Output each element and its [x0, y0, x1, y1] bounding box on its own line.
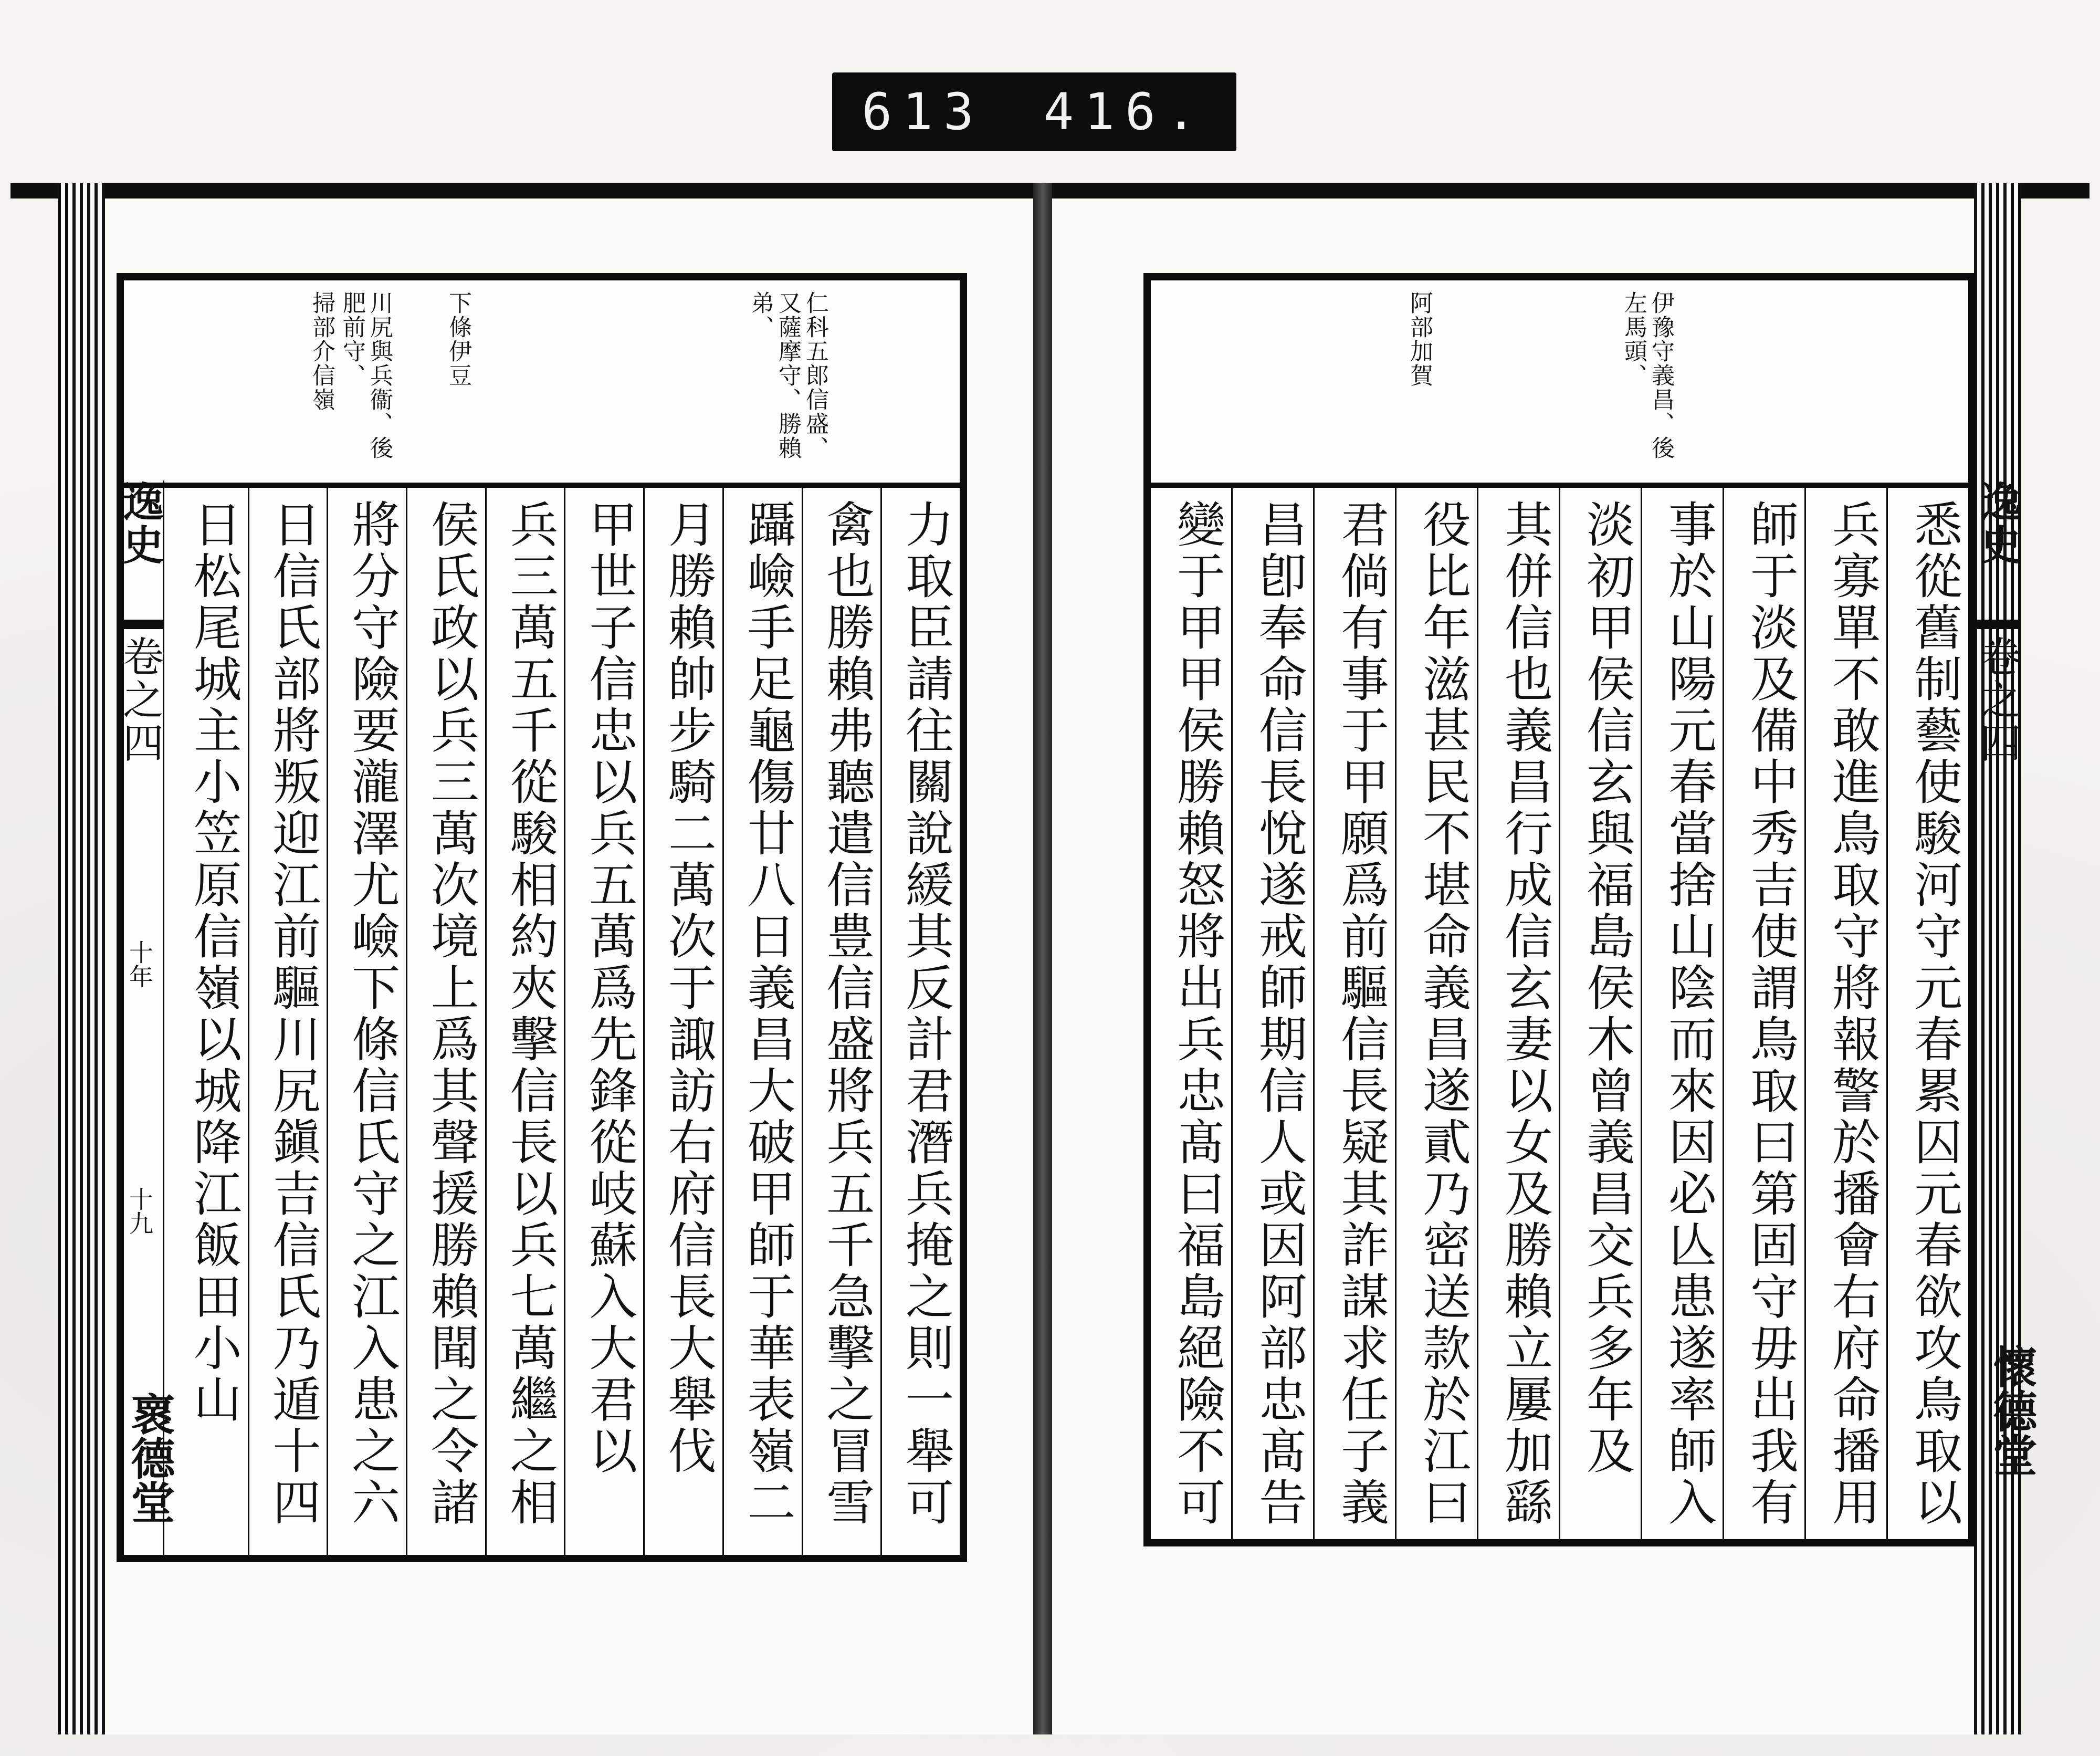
catalog-number-right: 416.	[1043, 82, 1207, 141]
text-column: 其併信也義昌行成信玄妻以女及勝賴立屢加繇	[1477, 488, 1559, 1539]
text-column: 日信氏部將叛迎江前驅川尻鎭吉信氏乃遁十四	[248, 488, 327, 1555]
text-column: 變于甲甲侯勝賴怒將出兵忠髙曰福島絕險不可	[1169, 499, 1225, 1529]
text-column: 侯氏政以兵三萬次境上爲其聲援勝賴聞之令諸	[406, 488, 485, 1555]
margin-title: 逸史	[1973, 480, 2021, 567]
right-page-frame	[1143, 273, 1976, 1546]
text-column: 禽也勝賴弗聽遣信豊信盛將兵五千急擊之冒雪	[802, 488, 881, 1555]
head-note: 仁科五郎信盛、又薩摩守、勝賴弟、	[747, 291, 828, 460]
text-column: 將分守險要瀧澤尤嶮下條信氏守之江入患之六	[327, 488, 406, 1555]
left-text-area	[170, 488, 960, 1555]
text-column: 兵三萬五千從駿相約夾擊信長以兵七萬繼之相	[485, 488, 564, 1555]
right-text-area	[1151, 488, 1968, 1539]
margin-title: 逸史	[116, 480, 164, 567]
text-column: 日松尾城主小笠原信嶺以城降江飯田小山	[185, 499, 242, 1426]
left-page-edge	[58, 183, 105, 1734]
left-page-frame	[117, 273, 967, 1562]
text-column: 事於山陽元春當捨山陰而來因必亾患遂率師入	[1641, 488, 1723, 1539]
catalog-number-label	[832, 72, 1236, 151]
right-margin-strip	[1974, 480, 2020, 617]
margin-volume: 卷之四	[1973, 635, 2021, 765]
margin-publisher: 褱德堂	[124, 1392, 176, 1524]
catalog-number-left: 613	[862, 82, 984, 141]
right-page-edge	[1974, 183, 2021, 1734]
fishtail-mark	[117, 620, 163, 629]
text-column: 力取臣請往關說緩其反計君潛兵掩之則一舉可	[880, 488, 960, 1555]
text-column: 月勝賴帥步騎二萬次于諏訪右府信長大舉伐	[643, 488, 722, 1555]
text-column: 躡嶮手足龜傷廿八日義昌大破甲師于華表嶺二	[722, 488, 802, 1555]
head-note: 川尻與兵衞、後肥前守、	[339, 291, 393, 460]
margin-volume: 卷之四	[116, 635, 163, 765]
head-note: 伊豫守義昌、後左馬頭、	[1620, 291, 1674, 460]
margin-leaf-number: 十九	[125, 1187, 154, 1235]
left-head-notes	[124, 280, 960, 488]
text-column: 役比年滋甚民不堪命義昌遂貳乃密送款於江曰	[1395, 488, 1477, 1539]
book-gutter	[1033, 183, 1052, 1734]
text-column: 師于淡及備中秀吉使謂鳥取曰第固守毋出我有	[1723, 488, 1804, 1539]
fishtail-mark	[1974, 620, 2020, 629]
text-column: 淡初甲侯信玄與福島侯木曾義昌交兵多年及	[1559, 488, 1641, 1539]
head-note: 阿部加賀	[1406, 291, 1433, 388]
text-column: 昌卽奉命信長悅遂戒師期信人或因阿部忠髙告	[1231, 488, 1313, 1539]
margin-publisher: 懷德堂	[1986, 1344, 2038, 1477]
text-column: 兵寡單不敢進鳥取守將報警於播會右府命播用	[1804, 488, 1886, 1539]
text-column: 悉從舊制藝使駿河守元春累囚元春欲攻鳥取以	[1886, 488, 1968, 1539]
right-head-notes	[1151, 280, 1968, 488]
text-column: 君倘有事于甲願爲前驅信長疑其詐謀求任子義	[1313, 488, 1395, 1539]
head-note: 下條伊豆	[445, 291, 471, 388]
head-note: 掃部介信嶺	[308, 291, 335, 412]
text-column: 甲世子信忠以兵五萬爲先鋒從岐蘇入大君以	[564, 488, 643, 1555]
margin-year: 十年	[125, 940, 154, 988]
